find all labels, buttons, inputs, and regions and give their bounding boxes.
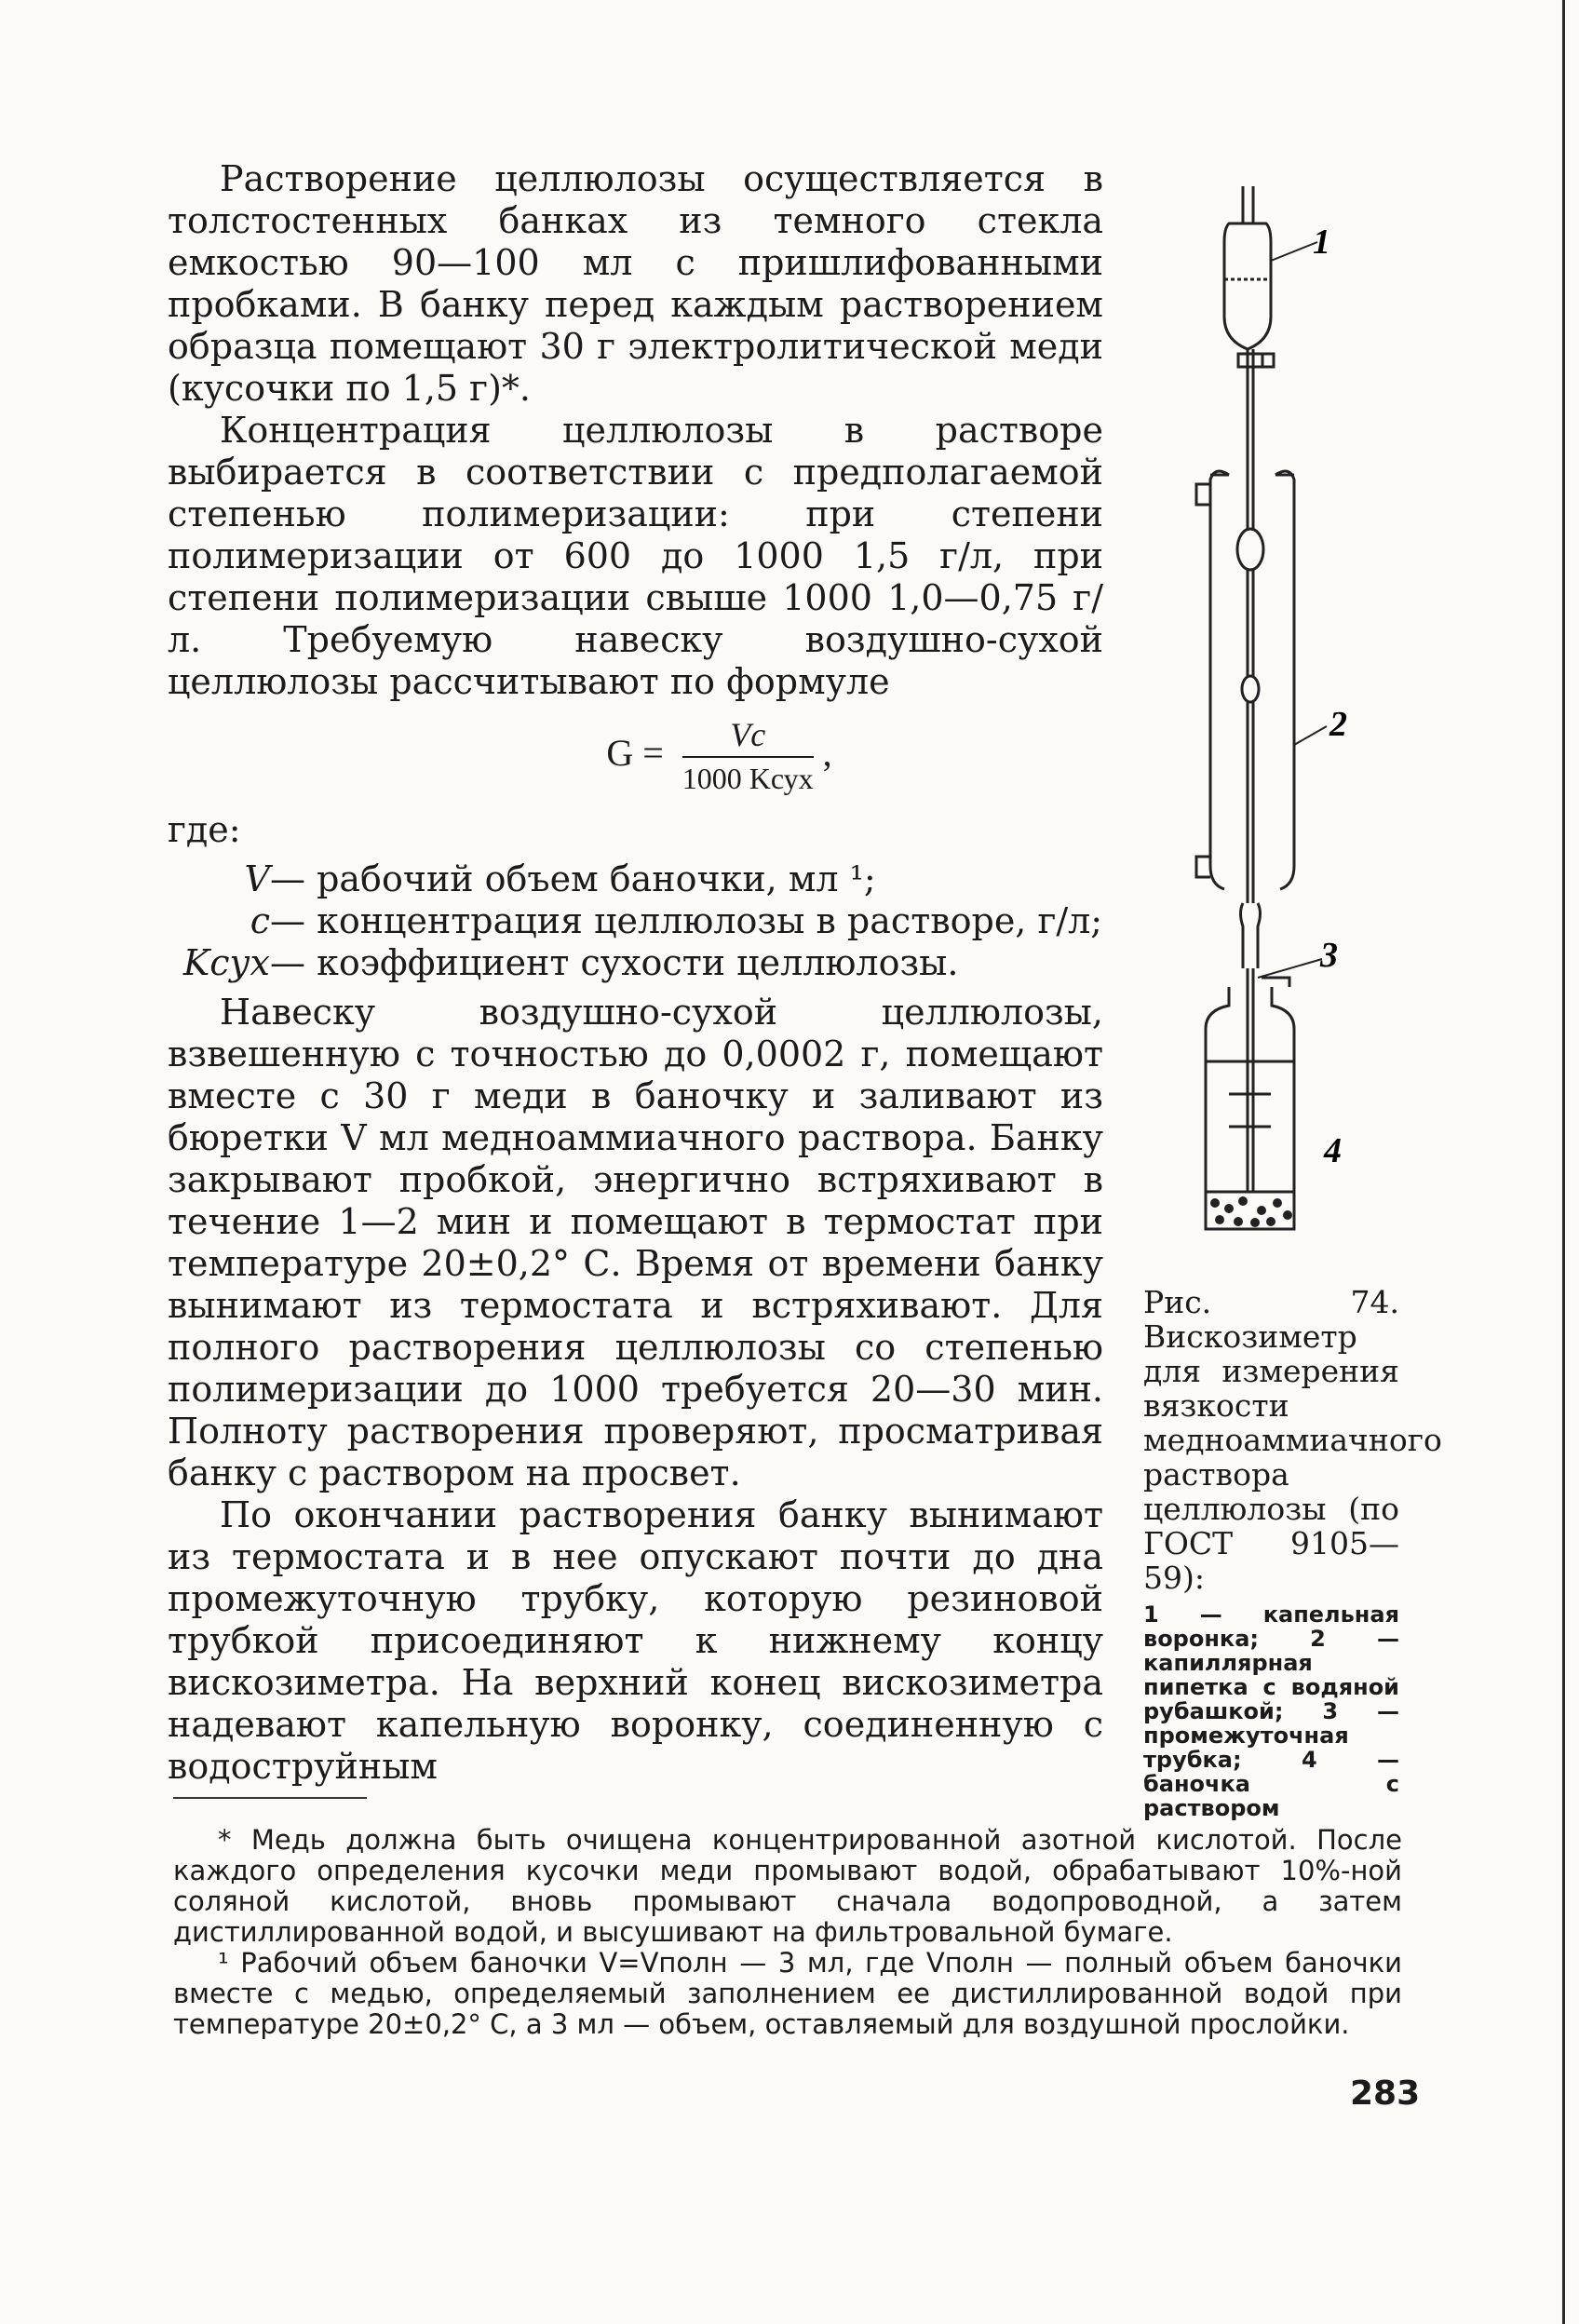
definition-symbol: Kсух <box>182 942 270 983</box>
footnotes <box>173 1825 1402 2040</box>
figure-label-2: 2 <box>1329 705 1347 744</box>
definition-symbol: V <box>244 858 270 899</box>
figure-caption-title: Рис. 74. Вискозиметр для измерения вязкости медноаммиачного раствора целлюлозы (по ГОСТ 9105—59): <box>1143 1284 1442 1596</box>
definition-symbol: c <box>250 900 270 941</box>
formula-denominator: 1000 Kсух <box>682 762 814 795</box>
paragraph-3: Навеску воздушно-сухой целлюлозы, взвешенную с точностью до 0,0002 г, помещают вместе с 30 г меди в баночку и заливают из бюретки V мл медноаммиачного раствора. Банку закрывают пробкой, энергично встряхивают в течение 1—2 мин и помещают в термостат при температуре 20±0,2° С. Время от времени банку вынимают из термостата и встряхивают. Для полного растворения целлюлозы со степенью полимеризации до 1000 требуется 20—30 мин. Полноту растворения проверяют, просматривая банку с раствором на просвет. <box>168 992 1103 1493</box>
viscometer-figure <box>1173 168 1415 1266</box>
figure-caption <box>1143 1284 1442 1821</box>
paragraph-2: Концентрация целлюлозы в растворе выбирается в соответствии с предполагаемой степенью полимеризации: при степени полимеризации от 600 до 1000 1,5 г/л, при степени полимеризации свыше 1000 1,0—0,75 г/л. Требуемую навеску воздушно-сухой целлюлозы рассчитывают по формуле <box>168 410 1103 702</box>
definition-text: — рабочий объем баночки, мл ¹; <box>270 858 876 899</box>
figure-label-4: 4 <box>1324 1131 1342 1170</box>
where-label: где: <box>168 809 241 850</box>
formula-lhs: G = <box>606 732 664 775</box>
definition-row <box>168 900 1103 942</box>
paragraph-4: По окончании растворения банку вынимают из термостата и в нее опускают почти до дна промежуточную трубку, которую резиновой трубкой присоединяют к нижнему концу вискозиметра. На верхний конец вискозиметра надевают капельную воронку, соединенную с водоструйным <box>168 1494 1103 1787</box>
figure-caption-legend: 1 — капельная воронка; 2 — капиллярная пипетка с водяной рубашкой; 3 — промежуточная трубка; 4 — баночка с раствором <box>1143 1601 1399 1821</box>
definition-text: — концентрация целлюлозы в растворе, г/л; <box>270 900 1103 941</box>
figure-label-1: 1 <box>1313 223 1330 262</box>
formula-tail: , <box>822 732 832 775</box>
formula <box>335 714 1103 800</box>
formula-numerator: Vc <box>682 714 814 758</box>
page-edge-rule <box>1562 0 1565 2324</box>
footnote-one: ¹ Рабочий объем баночки V=Vполн — 3 мл, где Vполн — полный объем баночки вместе с медью, определяемый заполнением ее дистиллированной водой при температуре 20±0,2° С, а 3 мл — объем, оставляемый для воздушной прослойки. <box>173 1947 1402 2040</box>
formula-fraction <box>682 714 814 800</box>
definition-text: — коэффициент сухости целлюлозы. <box>270 942 959 983</box>
main-text-column <box>168 158 1103 1788</box>
footnote-star: * Медь должна быть очищена концентрированной азотной кислотой. После каждого определения кусочки меди промывают водой, обрабатывают 10%-ной соляной кислотой, вновь промывают сначала водопроводной, а затем дистиллированной водой, и высушивают на фильтровальной бумаге. <box>173 1824 1402 1948</box>
footnote-separator <box>173 1797 367 1799</box>
definition-row <box>168 858 1103 900</box>
figure-label-3: 3 <box>1320 936 1338 975</box>
page-number: 283 <box>1350 2074 1421 2113</box>
definitions-list <box>168 858 1103 984</box>
paragraph-1: Растворение целлюлозы осуществляется в толстостенных банках из темного стекла емкостью 90—100 мл с пришлифованными пробками. В банку перед каждым растворением образца помещают 30 г электролитической меди (кусочки по 1,5 г)*. <box>168 158 1103 409</box>
definition-row <box>168 942 1103 984</box>
